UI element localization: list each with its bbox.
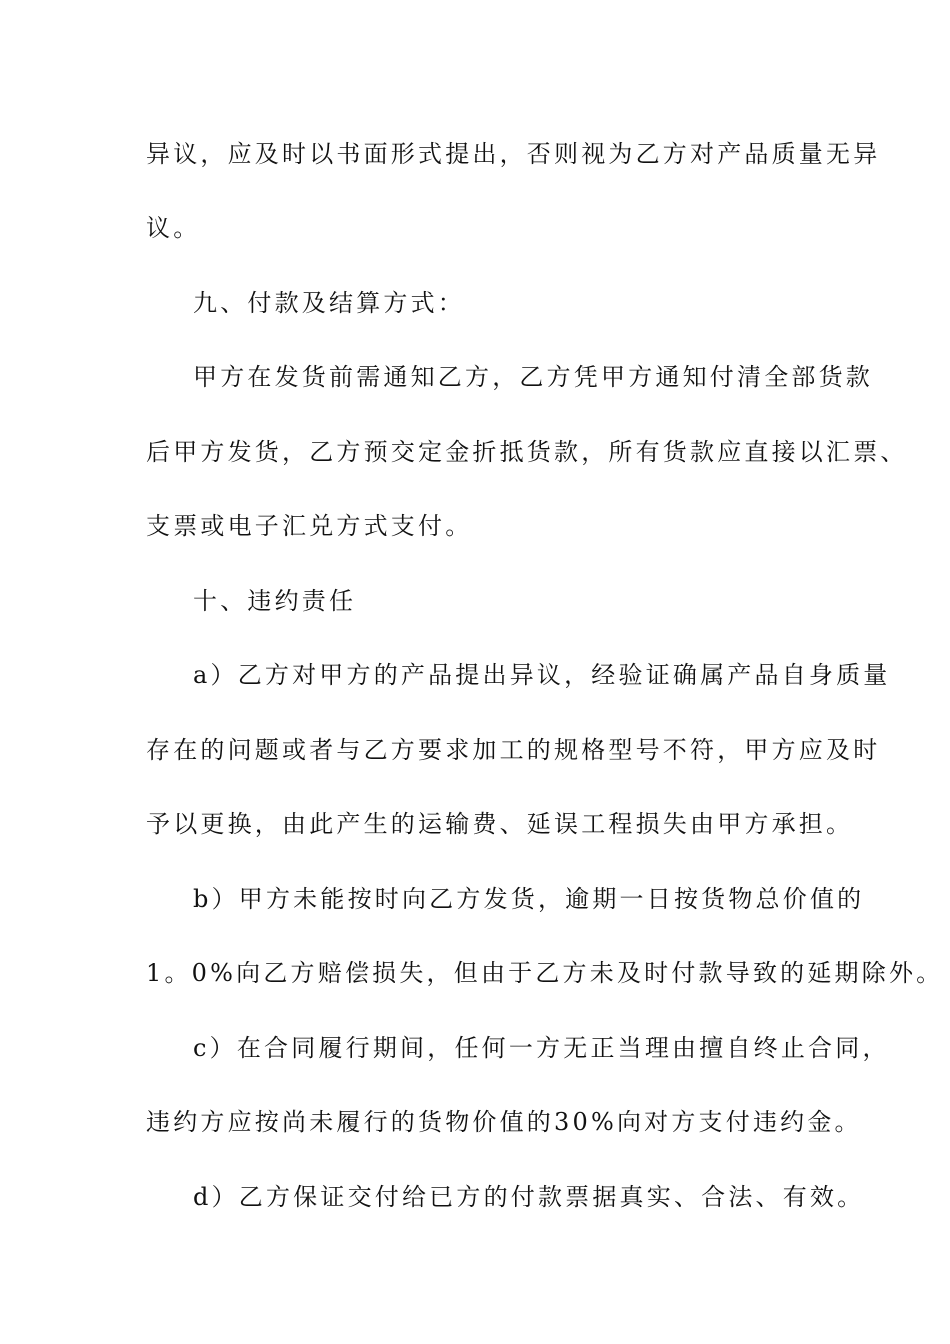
paragraph-line: 甲方在发货前需通知乙方，乙方凭甲方通知付清全部货款 bbox=[193, 363, 873, 391]
paragraph-line: 存在的问题或者与乙方要求加工的规格型号不符，甲方应及时 bbox=[146, 736, 881, 764]
paragraph-line: 1。0%向乙方赔偿损失，但由于乙方未及时付款导致的延期除外。 bbox=[146, 959, 944, 987]
paragraph-line: 议。 bbox=[146, 214, 201, 242]
section-heading-liability: 十、违约责任 bbox=[193, 587, 357, 615]
section-heading-payment: 九、付款及结算方式： bbox=[193, 289, 465, 317]
paragraph-line: a）乙方对甲方的产品提出异议，经验证确属产品自身质量 bbox=[193, 661, 891, 689]
paragraph-line: 后甲方发货，乙方预交定金折抵货款，所有货款应直接以汇票、 bbox=[146, 438, 908, 466]
paragraph-line: 支票或电子汇兑方式支付。 bbox=[146, 512, 473, 540]
paragraph-line: 异议，应及时以书面形式提出，否则视为乙方对产品质量无异 bbox=[146, 140, 881, 168]
paragraph-line: c）在合同履行期间，任何一方无正当理由擅自终止合同， bbox=[193, 1034, 890, 1062]
paragraph-line: 违约方应按尚未履行的货物价值的30%向对方支付违约金。 bbox=[146, 1108, 862, 1136]
paragraph-line: 予以更换，由此产生的运输费、延误工程损失由甲方承担。 bbox=[146, 810, 854, 838]
paragraph-line: b）甲方未能按时向乙方发货，逾期一日按货物总价值的 bbox=[193, 885, 865, 913]
paragraph-line: d）乙方保证交付给已方的付款票据真实、合法、有效。 bbox=[193, 1183, 865, 1211]
